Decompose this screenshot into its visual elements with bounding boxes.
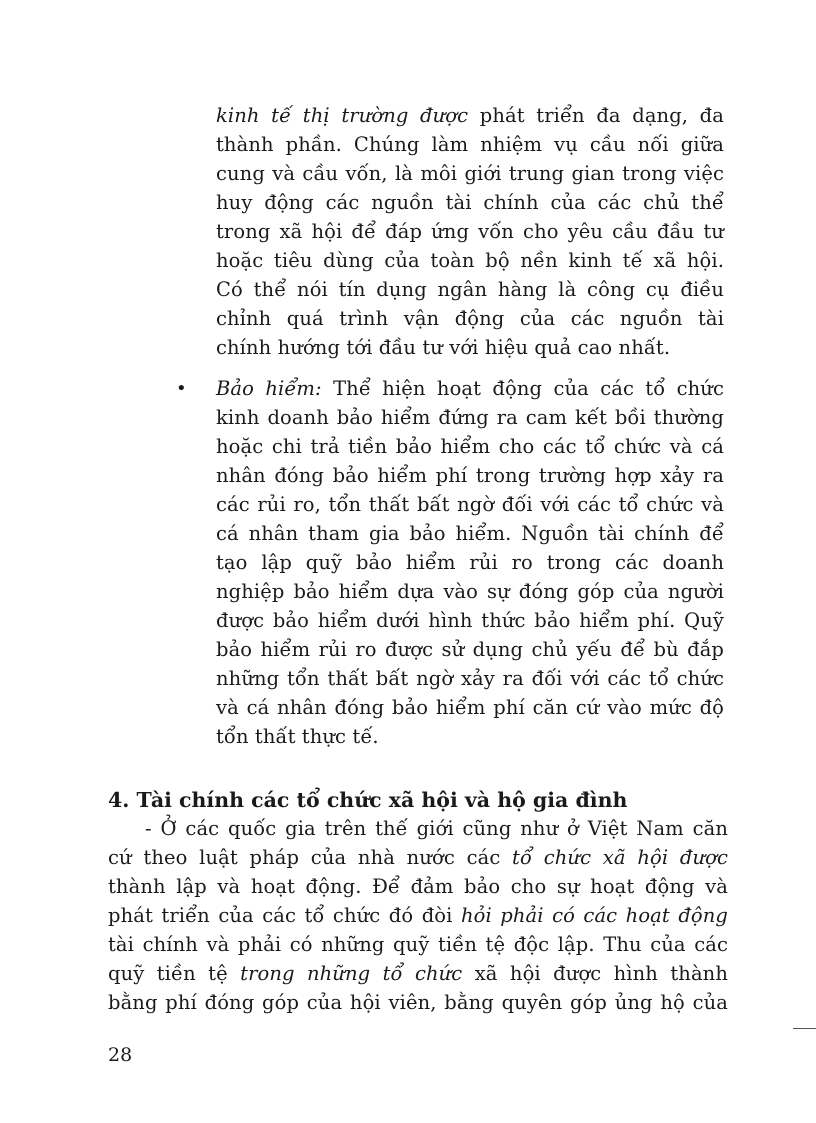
page-number: 28 (108, 1044, 133, 1066)
social-paragraph-line: bằng phí đóng góp của hội viên, bằng quyên góp ủng hộ của (108, 991, 728, 1014)
social-paragraph-line: - Ở các quốc gia trên thế giới cũng như ở Việt Nam căn (145, 817, 728, 840)
credit-paragraph-line: cung và cầu vốn, là môi giới trung gian trong việc (216, 162, 724, 185)
credit-paragraph-line: huy động các nguồn tài chính của các chủ thể (216, 191, 724, 214)
insurance-bullet-line: nghiệp bảo hiểm dựa vào sự đóng góp của người (216, 580, 724, 603)
social-paragraph-line: thành lập và hoạt động. Để đảm bảo cho sự hoạt động và (108, 875, 728, 898)
credit-paragraph-line: trong xã hội để đáp ứng vốn cho yêu cầu đầu tư (216, 220, 724, 243)
credit-paragraph-line: chính hướng tới đầu tư với hiệu quả cao nhất. (216, 336, 671, 359)
insurance-bullet-line: và cá nhân đóng bảo hiểm phí căn cứ vào mức độ (216, 696, 724, 719)
credit-paragraph-line: chỉnh quá trình vận động của các nguồn tài (216, 307, 724, 330)
bullet-marker: • (176, 378, 187, 399)
insurance-bullet-line: các rủi ro, tổn thất bất ngờ đối với các tổ chức và (216, 493, 724, 516)
insurance-bullet-line: nhân đóng bảo hiểm phí trong trường hợp xảy ra (216, 464, 724, 487)
insurance-bullet-line: tổn thất thực tế. (216, 725, 379, 748)
credit-paragraph-line: kinh tế thị trường được phát triển đa dạng, đa (216, 104, 724, 127)
insurance-bullet-line: bảo hiểm rủi ro được sử dụng chủ yếu để bù đắp (216, 638, 724, 661)
social-paragraph-line: phát triển của các tổ chức đó đòi hỏi phải có các hoạt động (108, 904, 728, 927)
insurance-bullet-line: được bảo hiểm dưới hình thức bảo hiểm phí. Quỹ (216, 609, 724, 632)
insurance-bullet-line: Bảo hiểm: Thể hiện hoạt động của các tổ chức (216, 377, 724, 400)
credit-paragraph-line: Có thể nói tín dụng ngân hàng là công cụ điều (216, 278, 724, 301)
section-heading: 4. Tài chính các tổ chức xã hội và hộ gia đình (108, 788, 628, 812)
social-paragraph-line: quỹ tiền tệ trong những tổ chức xã hội được hình thành (108, 962, 728, 985)
bullet-term: Bảo hiểm: (216, 377, 322, 400)
insurance-bullet-line: những tổn thất bất ngờ xảy ra đối với các tổ chức (216, 667, 724, 690)
insurance-bullet-line: kinh doanh bảo hiểm đứng ra cam kết bồi thường (216, 406, 724, 429)
social-paragraph-line: tài chính và phải có những quỹ tiền tệ độc lập. Thu của các (108, 933, 728, 956)
social-paragraph-line: cứ theo luật pháp của nhà nước các tổ chức xã hội được (108, 846, 728, 869)
insurance-bullet-line: tạo lập quỹ bảo hiểm rủi ro trong các doanh (216, 551, 724, 574)
insurance-bullet-line: hoặc chi trả tiền bảo hiểm cho các tổ chức và cá (216, 435, 724, 458)
credit-paragraph-line: thành phần. Chúng làm nhiệm vụ cầu nối giữa (216, 133, 724, 156)
insurance-bullet-line: cá nhân tham gia bảo hiểm. Nguồn tài chính để (216, 522, 724, 545)
credit-paragraph-line: hoặc tiêu dùng của toàn bộ nền kinh tế xã hội. (216, 249, 724, 272)
scan-edge-mark (793, 1028, 816, 1029)
